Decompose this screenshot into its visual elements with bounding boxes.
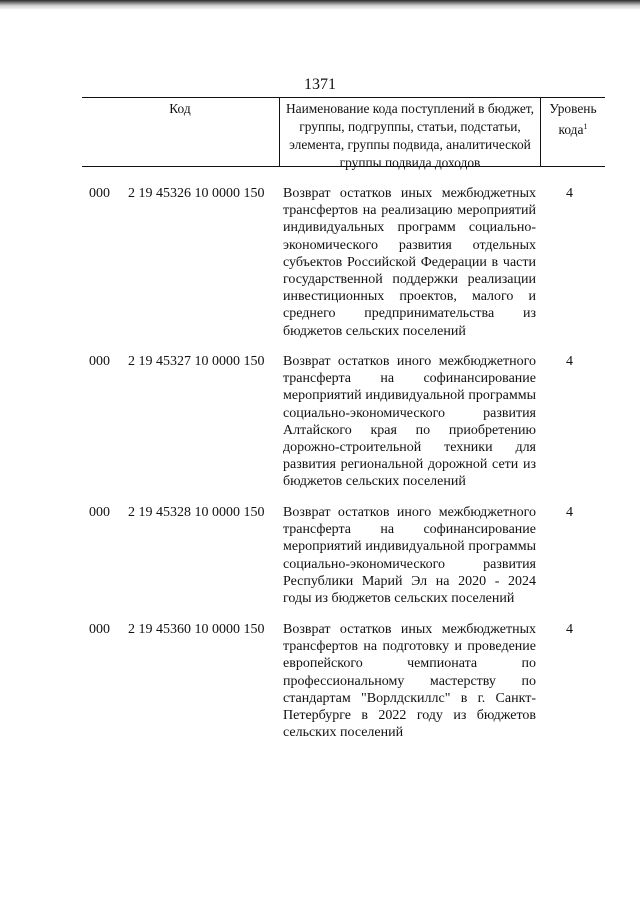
header-level-column [541,100,605,139]
header-top-border [82,97,605,98]
page-number: 1371 [304,76,336,93]
row-level: 4 [566,354,573,369]
scan-top-edge [0,0,640,10]
row-budget-code: 2 19 45328 10 0000 150 [128,505,265,520]
row-budget-code: 2 19 45327 10 0000 150 [128,354,265,369]
header-name-column: Наименование кода поступлений в бюджет, группы, подгруппы, статьи, подстатьи, элемента, группы подвида, аналитической группы подвида доходов [286,101,534,170]
row-level: 4 [566,186,573,201]
header-code-column: Код [169,101,191,116]
header-divider-left [279,97,280,167]
row-admin-code: 000 [89,622,110,637]
row-admin-code: 000 [89,505,110,520]
header-level-label: Уровень кода [549,101,597,137]
row-admin-code: 000 [89,186,110,201]
row-description: Возврат остатков иного межбюджетного трансферта на софинансирование мероприятий индивидуальной программы социально-экономического развития Алтайского края по приобретению дорожно-строительной техники для развития региональной дорожной сети из бюджетов сельских поселений [283,354,536,490]
row-description: Возврат остатков иного межбюджетного трансферта на софинансирование мероприятий индивидуальной программы социально-экономического развития Республики Марий Эл на 2020 - 2024 годы из бюджетов сельских поселений [283,505,536,607]
row-admin-code: 000 [89,354,110,369]
row-level: 4 [566,622,573,637]
row-budget-code: 2 19 45360 10 0000 150 [128,622,265,637]
row-level: 4 [566,505,573,520]
row-description: Возврат остатков иных межбюджетных трансфертов на реализацию мероприятий индивидуальных программ социально-экономического развития отдельных субъектов Российской Федерации в части государственной поддержки реализации инвестиционных проектов, малого и среднего предпринимательства из бюджетов сельских поселений [283,186,536,339]
header-level-footnote: 1 [583,122,588,131]
row-description: Возврат остатков иных межбюджетных трансфертов на подготовку и проведение европейского чемпионата по профессиональному мастерству по стандартам "Ворлдскиллс" в г. Санкт-Петербурге в 2022 году из бюджетов сельских поселений [283,622,536,741]
row-budget-code: 2 19 45326 10 0000 150 [128,186,265,201]
